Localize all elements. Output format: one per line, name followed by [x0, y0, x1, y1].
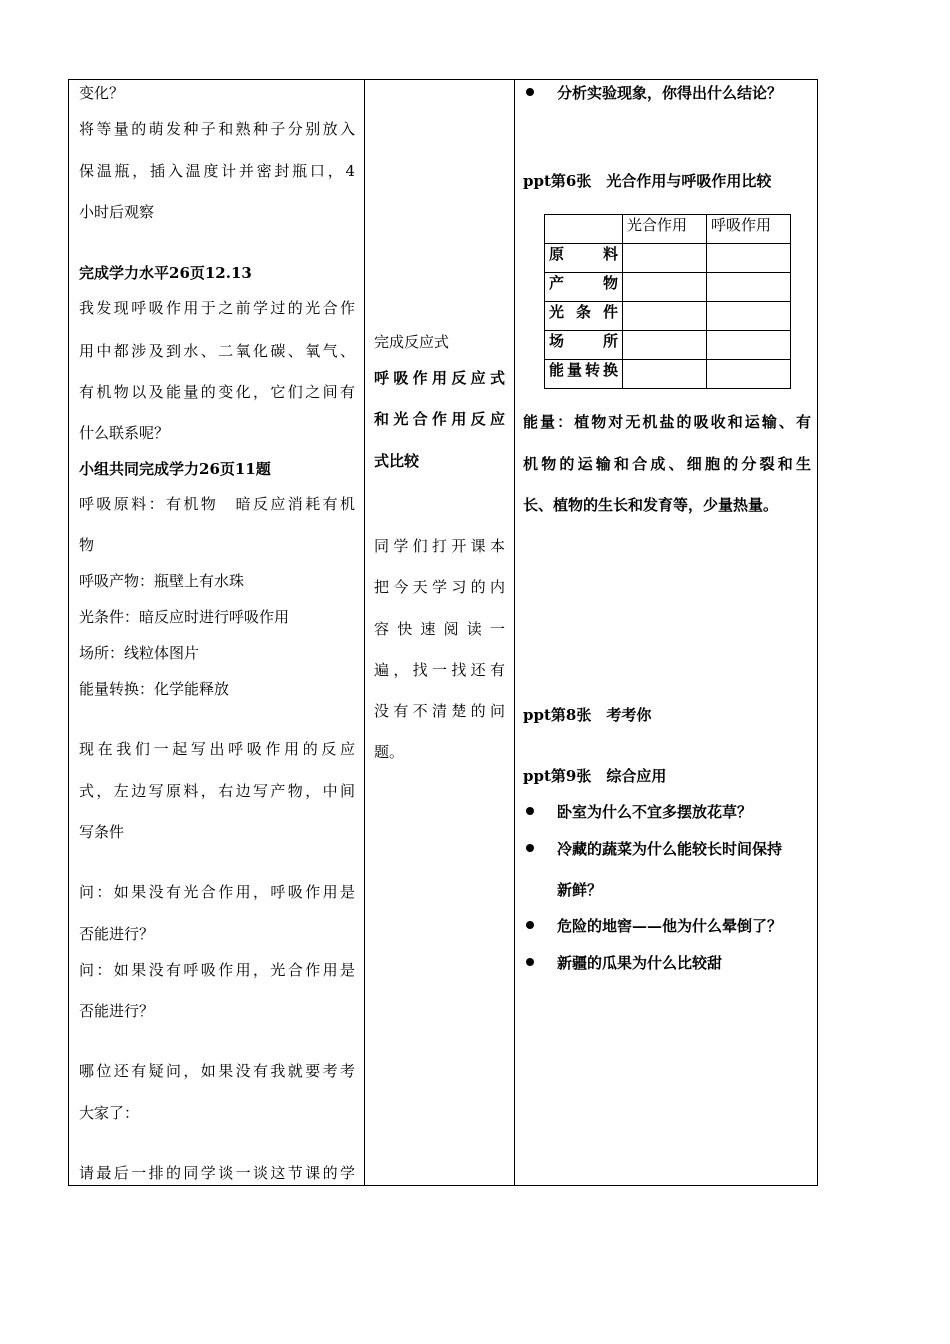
- text-line: 呼吸作用反应式: [374, 369, 505, 387]
- text-line: 我发现呼吸作用于之前学过的光合作: [79, 299, 355, 317]
- text-line: 能量：植物对无机盐的吸收和运输、有: [523, 413, 811, 431]
- slide-reference: ppt第9张 综合应用: [523, 767, 667, 785]
- text-line: 容快速阅读一: [374, 620, 505, 638]
- text-line: 式，左边写原料，右边写产物，中间: [79, 782, 355, 800]
- slide-reference: ppt第6张 光合作用与呼吸作用比较: [523, 172, 772, 190]
- text-line: 小时后观察: [79, 203, 155, 221]
- list-item: 冷藏的蔬菜为什么能较长时间保持: [557, 840, 783, 858]
- text-line: 请最后一排的同学谈一谈这节课的学: [79, 1164, 355, 1182]
- table-row: [545, 244, 791, 273]
- text-line: 把今天学习的内: [374, 578, 505, 596]
- text-line: 写条件: [79, 823, 125, 841]
- text-line: 同学们打开课本: [374, 537, 505, 555]
- task-heading: 完成学力水平26页12.13: [79, 264, 252, 282]
- table-cell: [623, 360, 707, 389]
- row-label: 光条件: [545, 302, 623, 331]
- text-line: 分析实验现象，你得出什么结论？: [557, 84, 783, 102]
- table-cell: [623, 331, 707, 360]
- student-activity-column: [365, 80, 515, 1185]
- list-item: 新疆的瓜果为什么比较甜: [557, 954, 723, 972]
- list-item: 新鲜？: [557, 881, 603, 899]
- text-line: 问：如果没有光合作用，呼吸作用是: [79, 883, 355, 901]
- text-line: 保温瓶，插入温度计并密封瓶口，4: [79, 162, 355, 180]
- text-line: 机物的运输和合成、细胞的分裂和生: [523, 455, 811, 473]
- text-line: 哪位还有疑问，如果没有我就要考考: [79, 1062, 355, 1080]
- table-cell: [623, 244, 707, 273]
- table-header: 呼吸作用: [707, 215, 791, 244]
- bullet-icon: [526, 958, 534, 966]
- text-line: 什么联系呢？: [79, 424, 170, 442]
- text-line: 长、植物的生长和发育等，少量热量。: [523, 496, 779, 514]
- list-item: 卧室为什么不宜多摆放花草？: [557, 803, 753, 821]
- design-intent-column: [515, 80, 819, 1185]
- table-cell: [623, 273, 707, 302]
- text-line: 遍，找一找还有: [374, 661, 505, 679]
- text-line: 完成反应式: [374, 333, 450, 351]
- lesson-plan-table: [68, 79, 818, 1186]
- task-heading: 小组共同完成学力26页11题: [79, 460, 271, 478]
- slide-reference: ppt第8张 考考你: [523, 706, 652, 724]
- text-line: 将等量的萌发种子和熟种子分别放入: [79, 120, 355, 138]
- row-label: 场所: [545, 331, 623, 360]
- text-line: 呼吸原料：有机物 暗反应消耗有机: [79, 495, 355, 513]
- text-line: 场所：线粒体图片: [79, 644, 200, 662]
- text-line: 否能进行？: [79, 925, 155, 943]
- text-line: 大家了：: [79, 1104, 140, 1122]
- bullet-icon: [526, 844, 534, 852]
- row-label: 原料: [545, 244, 623, 273]
- table-row: [545, 302, 791, 331]
- table-row: [545, 215, 791, 244]
- bullet-icon: [526, 921, 534, 929]
- table-cell: [707, 360, 791, 389]
- teacher-activity-column: [69, 80, 365, 1185]
- table-row: [545, 360, 791, 389]
- bullet-icon: [526, 807, 534, 815]
- text-line: 否能进行？: [79, 1002, 155, 1020]
- table-cell: [707, 302, 791, 331]
- text-line: 呼吸产物：瓶壁上有水珠: [79, 572, 245, 590]
- bullet-icon: [526, 88, 534, 96]
- text-line: 有机物以及能量的变化，它们之间有: [79, 383, 355, 401]
- text-line: 现在我们一起写出呼吸作用的反应: [79, 740, 355, 758]
- list-item: 危险的地窖——他为什么晕倒了？: [557, 917, 783, 935]
- text-line: 物: [79, 536, 95, 554]
- text-line: 用中都涉及到水、二氧化碳、氧气、: [79, 342, 355, 360]
- table-row: [545, 273, 791, 302]
- text-line: 能量转换：化学能释放: [79, 680, 230, 698]
- text-line: 和光合作用反应: [374, 410, 505, 428]
- comparison-table: [544, 214, 791, 389]
- row-label: 能量转换: [545, 360, 623, 389]
- text-line: 式比较: [374, 452, 420, 470]
- table-cell: [623, 302, 707, 331]
- text-line: 变化？: [79, 84, 125, 102]
- text-line: 问：如果没有呼吸作用，光合作用是: [79, 961, 355, 979]
- table-header: 光合作用: [623, 215, 707, 244]
- row-label: 产物: [545, 273, 623, 302]
- text-line: 光条件：暗反应时进行呼吸作用: [79, 608, 290, 626]
- table-cell: [707, 244, 791, 273]
- table-cell: [707, 273, 791, 302]
- table-cell: [545, 215, 623, 244]
- text-line: 没有不清楚的问: [374, 702, 505, 720]
- table-cell: [707, 331, 791, 360]
- text-line: 题。: [374, 743, 405, 761]
- table-row: [545, 331, 791, 360]
